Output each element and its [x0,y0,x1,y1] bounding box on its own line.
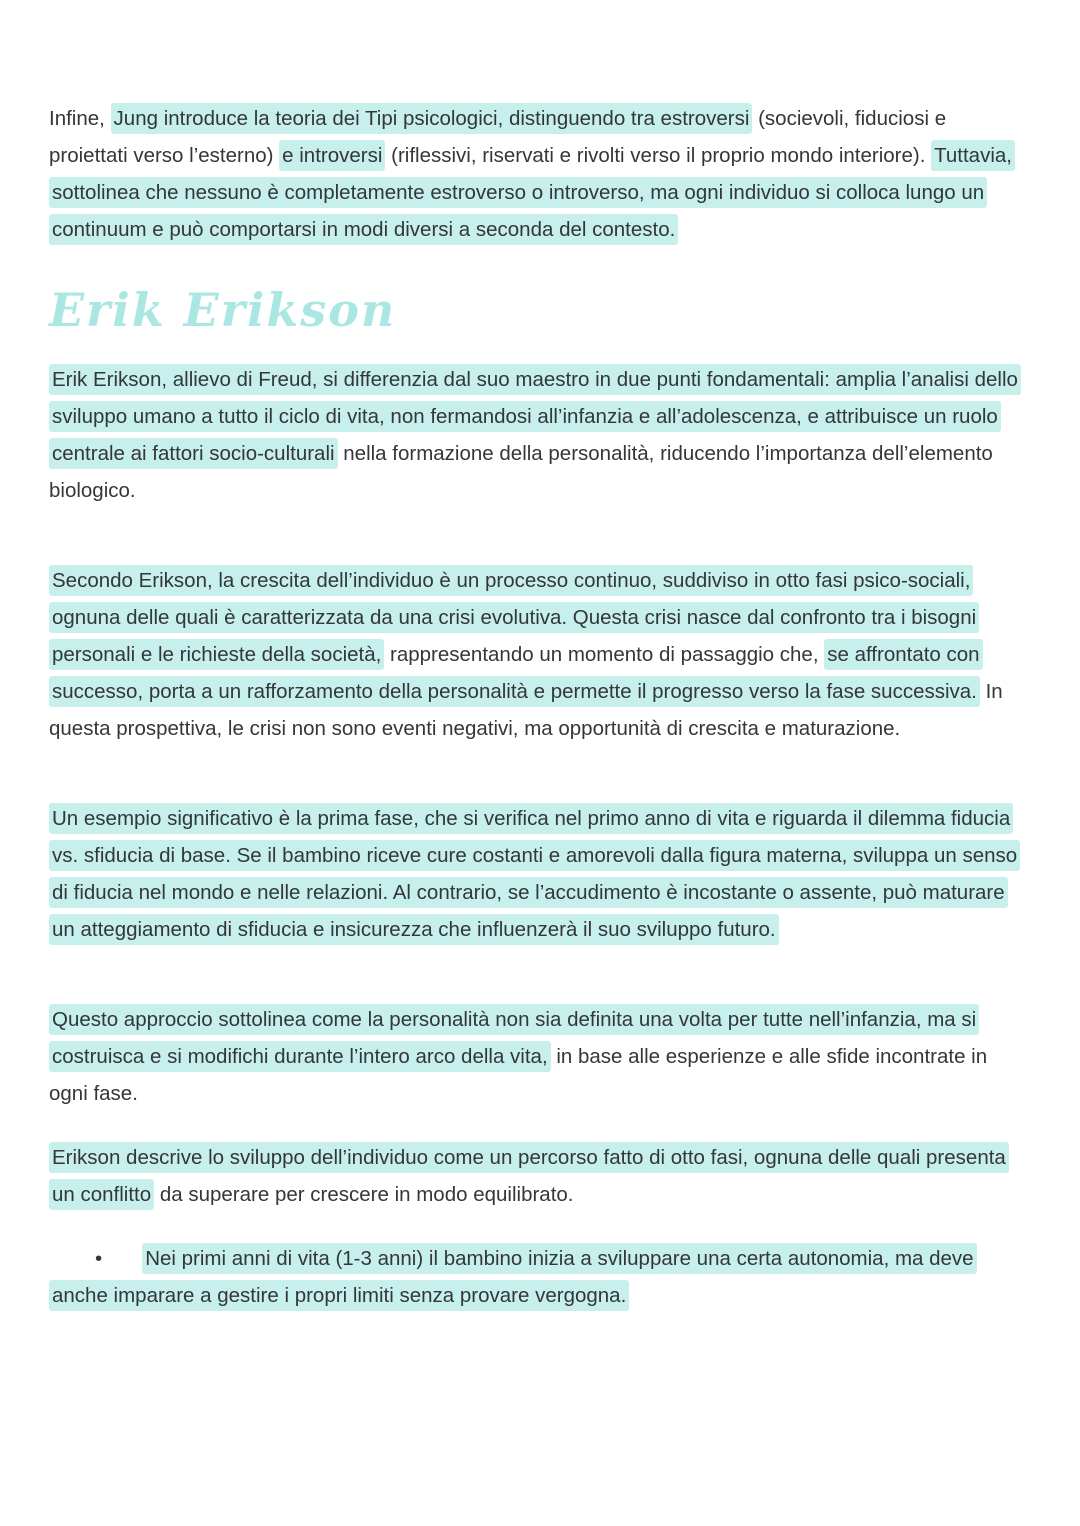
highlighted-text: e introversi [279,140,385,171]
bullet-icon: • [95,1247,103,1270]
plain-text: in base alle esperienze e alle sfide incontrate in ogni fase. [49,1045,988,1105]
highlighted-text: Un esempio significativo è la prima fase, che si verifica nel primo anno di vita e riguarda il dilemma fiducia vs. sfiducia di base. Se il bambino riceve cure costanti e amorevoli dalla figura materna, sviluppa un senso di fiducia nel mondo e nelle relazioni. Al contrario, se l’accudimento è incostante o assente, può maturare un atteggiamento di sfiducia e insicurezza che influenzerà il suo sviluppo futuro. [49,803,1020,945]
plain-text: da superare per crescere in modo equilibrato. [154,1183,574,1206]
paragraph-erikson-vs-freud [49,361,1030,509]
highlighted-text: Tuttavia, sottolinea che nessuno è completamente estroverso o introverso, ma ogni individuo si colloca lungo un continuum e può comportarsi in modi diversi a seconda del contesto. [49,140,1015,245]
highlighted-text: Secondo Erikson, la crescita dell’individuo è un processo continuo, suddiviso in otto fasi psico-sociali, ognuna delle quali è caratterizzata da una crisi evolutiva. Questa crisi nasce dal confronto tra i bisogni personali e le richieste della società, [49,565,979,670]
plain-text: (socievoli, fiduciosi e proiettati verso l’esterno) [49,107,947,167]
highlighted-text: Questo approccio sottolinea come la personalità non sia definita una volta per tutte nell’infanzia, ma si costruisca e si modifichi durante l’intero arco della vita, [49,1004,979,1072]
bullet-autonomia-vergogna [49,1240,1030,1314]
plain-text: nella formazione della personalità, riducendo l’importanza dell’elemento biologico. [49,442,993,502]
paragraph-fiducia-vs-sfiducia [49,800,1030,948]
plain-text: Infine, [49,107,111,130]
document-content [49,100,1030,1314]
plain-text: rappresentando un momento di passaggio che, [384,643,825,666]
paragraph-jung-tipi-psicologici [49,100,1030,248]
plain-text: In questa prospettiva, le crisi non sono eventi negativi, ma opportunità di crescita e maturazione. [49,680,1003,740]
paragraph-personalita-arco-vita [49,1001,1030,1112]
highlighted-text: Erikson descrive lo sviluppo dell’individuo come un percorso fatto di otto fasi, ognuna delle quali presenta un conflitto [49,1142,1009,1210]
highlighted-text: Nei primi anni di vita (1-3 anni) il bambino inizia a sviluppare una certa autonomia, ma deve anche imparare a gestire i propri limiti senza provare vergogna. [49,1243,977,1311]
plain-text: (riflessivi, riservati e rivolti verso il proprio mondo interiore). [385,144,932,167]
paragraph-otto-fasi-psico-sociali [49,562,1030,747]
heading-erik-erikson: Erik Erikson [49,283,397,337]
paragraph-percorso-otto-fasi [49,1139,1030,1213]
highlighted-text: Jung introduce la teoria dei Tipi psicologici, distinguendo tra estroversi [111,103,753,134]
highlighted-text: Erik Erikson, allievo di Freud, si differenzia dal suo maestro in due punti fondamentali: amplia l’analisi dello sviluppo umano a tutto il ciclo di vita, non fermandosi all’infanzia e all’adolescenza, e attribuisce un ruolo centrale ai fattori socio-culturali [49,364,1021,469]
highlighted-text: se affrontato con successo, porta a un rafforzamento della personalità e permette il progresso verso la fase successiva. [49,639,983,707]
